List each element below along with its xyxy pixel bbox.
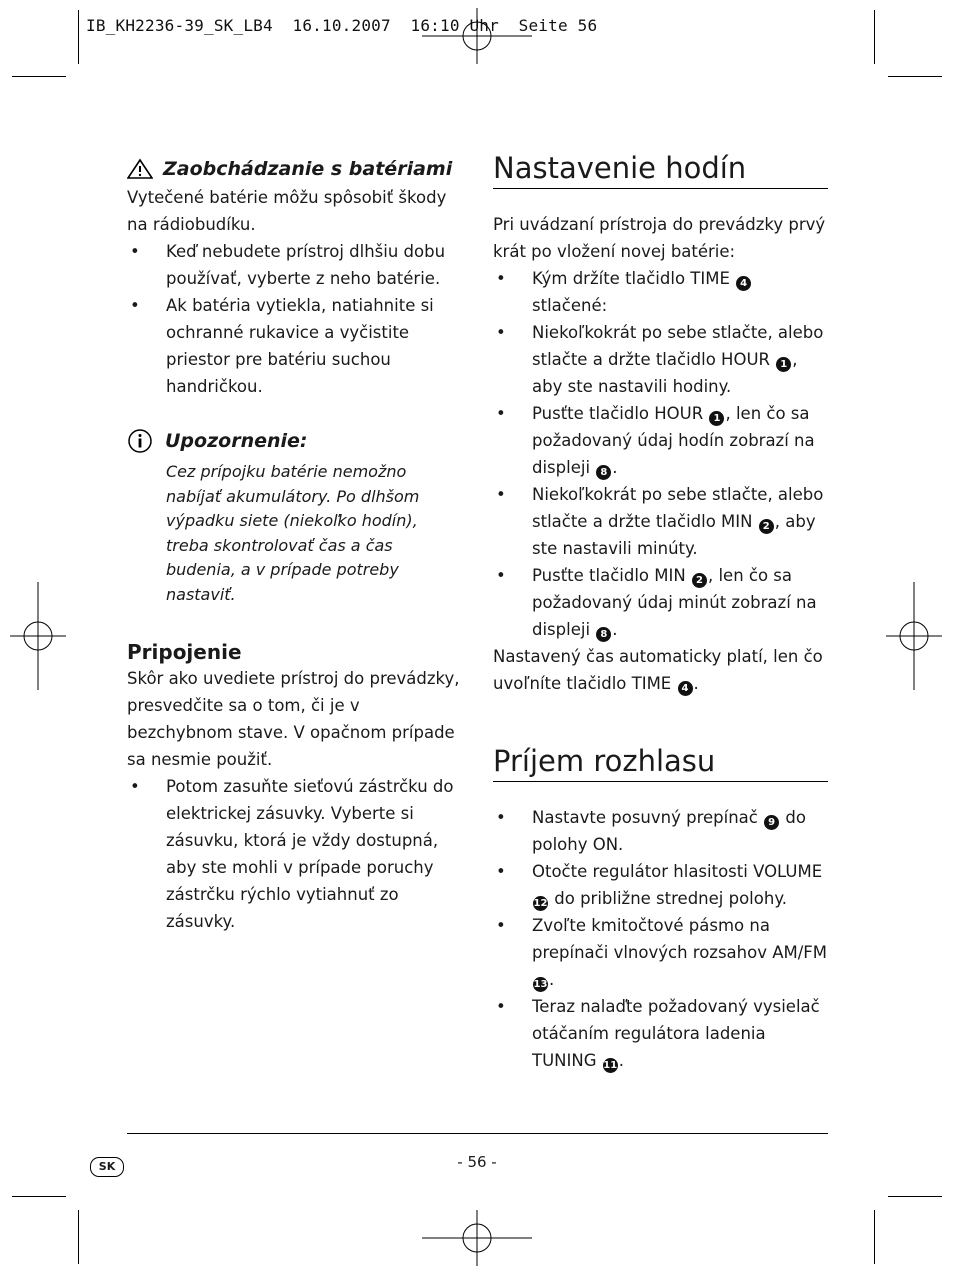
battery-intro: Vytečené batérie môžu spôsobiť škody na rádiobudíku. xyxy=(127,188,447,234)
list-item: • Pusťte tlačidlo HOUR 1 , len čo sa požadovaný údaj hodín zobrazí na displeji 8 . xyxy=(496,404,815,478)
print-slug: IB_KH2236-39_SK_LB4 16.10.2007 16:10 Uhr Seite 56 xyxy=(86,16,598,35)
number-badge: 1 xyxy=(776,357,791,372)
clock-intro: Pri uvádzaní prístroja do prevádzky prvý krát po vložení novej batérie: xyxy=(493,215,826,261)
list-item: • Keď nebudete prístroj dlhšiu dobu používať, vyberte z neho batérie. xyxy=(130,242,446,288)
number-badge: 8 xyxy=(596,465,611,480)
list-item: • Teraz nalaďte požadovaný vysielač otáčaním regulátora ladenia TUNING 11. xyxy=(496,997,820,1071)
list-item: • Ak batéria vytiekla, natiahnite si ochranné rukavice a vyčistite priestor pre batériu suchou handričkou. xyxy=(130,296,434,396)
right-column xyxy=(493,150,828,1074)
number-badge: 8 xyxy=(596,627,611,642)
connect-heading: Pripojenie xyxy=(127,640,242,664)
connect-intro: Skôr ako uvediete prístroj do prevádzky, presvedčite sa o tom, či je v bezchybnom stave. V opačnom prípade sa nesmie použiť. xyxy=(127,669,460,769)
battery-heading-row xyxy=(127,156,462,182)
note-heading-row xyxy=(127,428,462,454)
number-badge: 13 xyxy=(533,979,548,990)
list-item: • Pusťte tlačidlo MIN 2 , len čo sa požadovaný údaj minút zobrazí na displeji 8 . xyxy=(496,566,817,640)
number-badge: 1 xyxy=(709,411,724,426)
list-item: • Otočte regulátor hlasitosti VOLUME 12 do približne strednej polohy. xyxy=(496,862,823,909)
number-badge: 9 xyxy=(764,815,779,830)
number-badge: 2 xyxy=(692,573,707,588)
footer-rule xyxy=(127,1133,828,1134)
warning-icon xyxy=(127,158,153,180)
clock-heading-rule xyxy=(493,188,828,189)
battery-heading: Zaobchádzanie s batériami xyxy=(163,158,453,180)
list-item: • Kým držíte tlačidlo TIME 4 stlačené: xyxy=(493,265,828,319)
clock-outro: Nastavený čas automaticky platí, len čo uvoľníte tlačidlo TIME 4 . xyxy=(493,647,823,694)
number-badge: 2 xyxy=(759,519,774,534)
list-item: • Niekoľkokrát po sebe stlačte, alebo stlačte a držte tlačidlo HOUR 1 , aby ste nastavili hodiny. xyxy=(496,323,824,396)
number-badge: 4 xyxy=(736,276,751,291)
list-item: • Zvoľte kmitočtové pásmo na prepínači vlnových rozsahov AM/FM 13. xyxy=(496,916,828,990)
radio-heading: Príjem rozhlasu xyxy=(493,744,716,778)
left-column xyxy=(127,156,462,935)
note-text: Cez prípojku batérie nemožno nabíjať akumulátory. Po dlhšom výpadku siete (niekoľko hodín), treba skontrolovať čas a čas budenia, a v prípade potreby nastaviť. xyxy=(166,462,420,604)
list-item: • Nastavte posuvný prepínač 9 do polohy ON. xyxy=(496,808,806,854)
list-item: • Niekoľkokrát po sebe stlačte, alebo stlačte a držte tlačidlo MIN 2 , aby ste nastavili minúty. xyxy=(496,485,824,558)
number-badge: 11 xyxy=(603,1060,618,1071)
number-badge: 4 xyxy=(678,681,693,696)
note-heading: Upozornenie: xyxy=(165,430,308,452)
info-icon xyxy=(127,428,153,454)
list-item: • Potom zasuňte sieťovú zástrčku do elektrickej zásuvky. Vyberte si zásuvku, ktorá je vždy dostupná, aby ste mohli v prípade poruchy zástrčku rýchlo vytiahnuť zo zásuvky. xyxy=(130,777,454,931)
number-badge: 12 xyxy=(533,898,548,909)
language-badge: SK xyxy=(90,1157,124,1177)
clock-heading: Nastavenie hodín xyxy=(493,151,747,185)
page-number: - 56 - xyxy=(457,1153,497,1171)
